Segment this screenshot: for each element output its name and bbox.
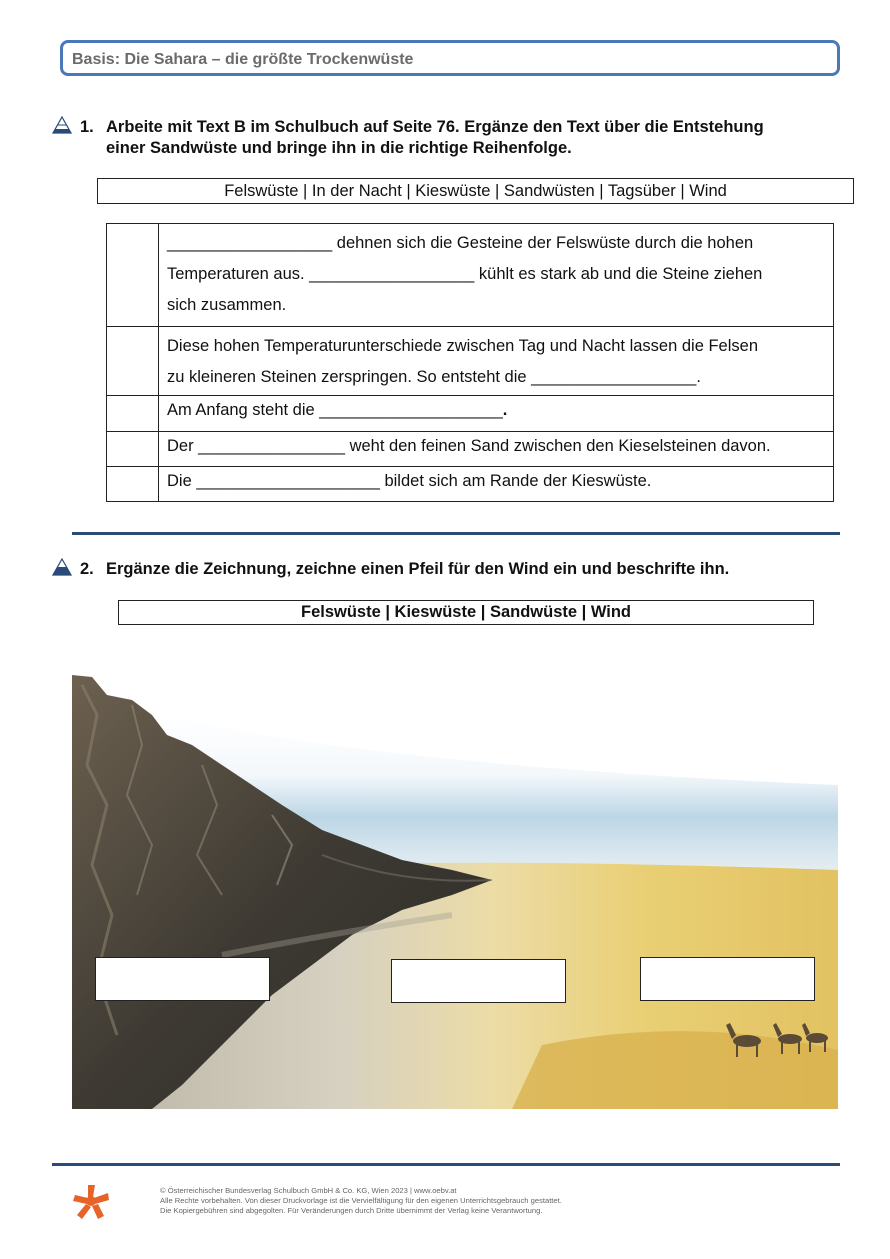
- sentence-line: sich zusammen.: [167, 296, 287, 314]
- pyramid-level-icon: [52, 558, 72, 576]
- label-box-left[interactable]: [95, 957, 270, 1001]
- sentence-cell: [159, 327, 834, 396]
- footer-line-2: Alle Rechte vorbehalten. Von dieser Druckvorlage ist die Vervielfältigung für den eigenen Unterrichtsgebrauch gestattet.: [160, 1196, 562, 1205]
- table-row: [107, 224, 834, 327]
- sentence-line: Die ____________________ bildet sich am Rande der Kieswüste.: [167, 472, 652, 490]
- pyramid-level-icon: [52, 116, 72, 134]
- order-number-cell[interactable]: [107, 432, 159, 467]
- task-1-instruction: [106, 117, 764, 159]
- order-number-cell[interactable]: [107, 327, 159, 396]
- sentence-line: Diese hohen Temperaturunterschiede zwischen Tag und Nacht lassen die Felsen: [167, 337, 758, 355]
- footer-divider: [52, 1163, 840, 1166]
- sentence-line: zu kleineren Steinen zerspringen. So entsteht die __________________.: [167, 368, 701, 386]
- sentence-line: Am Anfang steht die ____________________: [167, 401, 503, 419]
- table-row: [107, 327, 834, 396]
- order-number-cell[interactable]: [107, 396, 159, 432]
- sentence-line: Der ________________ weht den feinen Sand zwischen den Kieselsteinen davon.: [167, 437, 771, 455]
- task-2-word-bank: Felswüste | Kieswüste | Sandwüste | Wind: [118, 600, 814, 625]
- label-box-right[interactable]: [640, 957, 815, 1001]
- task-1-instruction-line-1: Arbeite mit Text B im Schulbuch auf Seite 76. Ergänze den Text über die Entstehung: [106, 118, 764, 136]
- oebv-logo-icon: [72, 1183, 110, 1221]
- sentence-end-mark: .: [502, 401, 508, 419]
- sentence-line: __________________ dehnen sich die Gesteine der Felswüste durch die hohen: [167, 234, 754, 252]
- table-row: [107, 432, 834, 467]
- ordering-table: [106, 223, 834, 502]
- order-number-cell[interactable]: [107, 224, 159, 327]
- order-number-cell[interactable]: [107, 467, 159, 502]
- footer-line-3: Die Kopiergebühren sind abgegolten. Für Veränderungen durch Dritte übernimmt der Verlag keine Verantwortung.: [160, 1206, 543, 1215]
- task-1-word-bank: Felswüste | In der Nacht | Kieswüste | Sandwüsten | Tagsüber | Wind: [97, 178, 854, 204]
- task-2-instruction: Ergänze die Zeichnung, zeichne einen Pfeil für den Wind ein und beschrifte ihn.: [106, 560, 730, 578]
- table-row: [107, 396, 834, 432]
- section-divider: [72, 532, 840, 535]
- sentence-cell: [159, 396, 834, 432]
- task-1-instruction-line-2: einer Sandwüste und bringe ihn in die richtige Reihenfolge.: [106, 139, 572, 157]
- sentence-cell: [159, 224, 834, 327]
- desert-landscape-illustration: [72, 655, 838, 1109]
- table-row: [107, 467, 834, 502]
- footer-copyright: [160, 1186, 562, 1216]
- label-box-middle[interactable]: [391, 959, 566, 1003]
- footer-line-1: © Österreichischer Bundesverlag Schulbuch GmbH & Co. KG, Wien 2023 | www.oebv.at: [160, 1186, 457, 1195]
- page-title: Basis: Die Sahara – die größte Trockenwüste: [60, 40, 840, 76]
- sentence-line: Temperaturen aus. __________________ kühlt es stark ab und die Steine ziehen: [167, 265, 763, 283]
- sentence-cell: [159, 467, 834, 502]
- sentence-cell: [159, 432, 834, 467]
- task-1-number: 1.: [80, 118, 94, 136]
- task-2-number: 2.: [80, 560, 94, 578]
